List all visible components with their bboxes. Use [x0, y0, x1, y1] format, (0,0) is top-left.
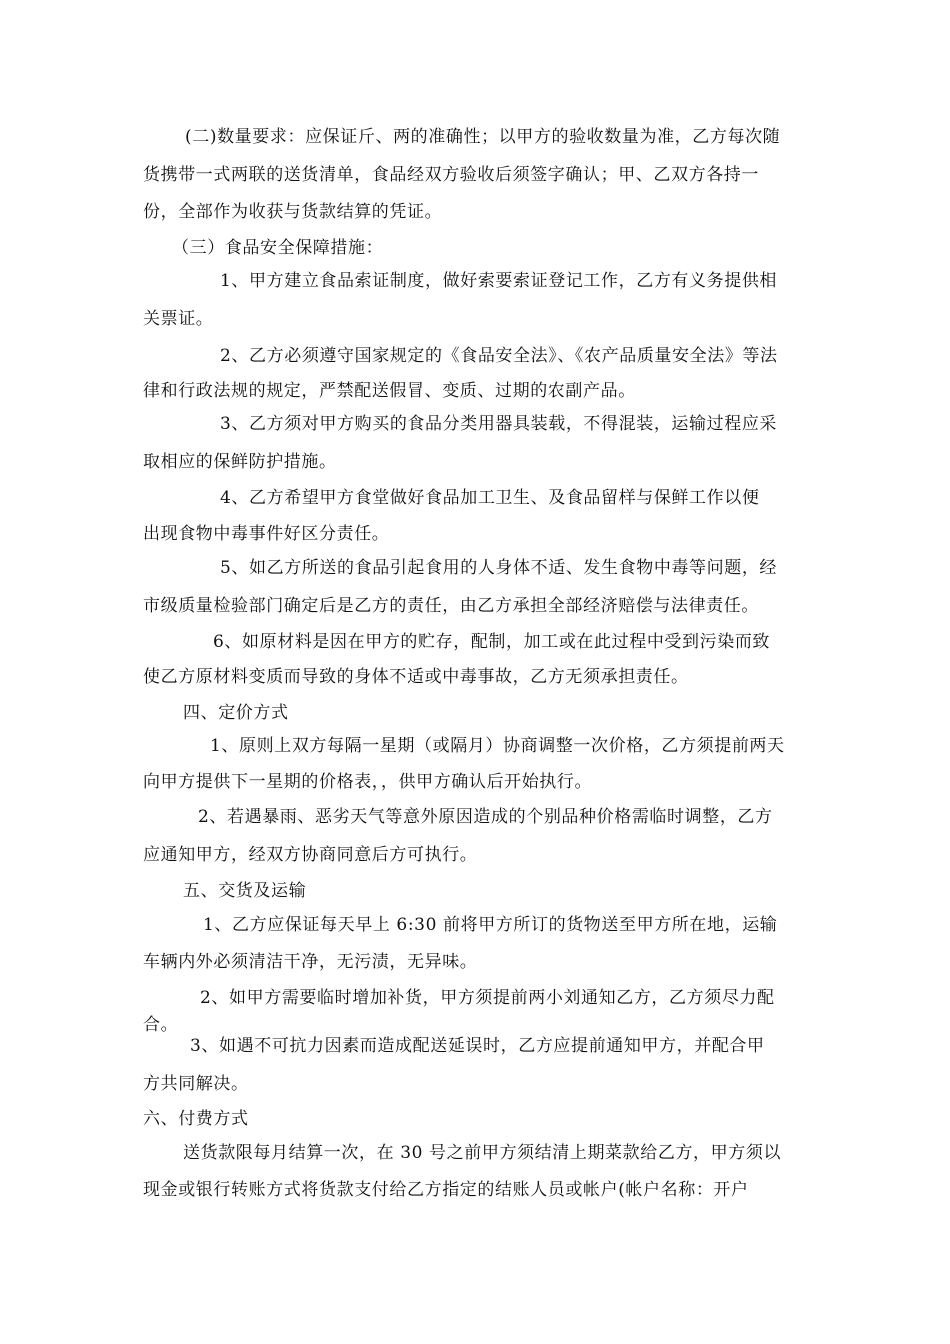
text-line: 取相应的保鲜防护措施。 [143, 452, 337, 472]
text-line: 方共同解决。 [143, 1074, 249, 1094]
text-line: 市级质量检验部门确定后是乙方的责任，由乙方承担全部经济赔偿与法律责任。 [143, 596, 759, 616]
text-line: 关票证。 [143, 309, 214, 329]
text-line: 2、若遇暴雨、恶劣天气等意外原因造成的个别品种价格需临时调整，乙方 [198, 807, 773, 827]
text-line: 3、乙方须对甲方购买的食品分类用器具装载，不得混装，运输过程应采 [220, 414, 778, 434]
text-line: 1、甲方建立食品索证制度，做好索要索证登记工作，乙方有义务提供相 [220, 271, 778, 291]
text-line: 应通知甲方，经双方协商同意后方可执行。 [143, 845, 478, 865]
text-line: 1、原则上双方每隔一星期（或隔月）协商调整一次价格，乙方须提前两天 [210, 736, 785, 756]
text-line: 出现食物中毒事件好区分责任。 [143, 524, 390, 544]
text-line: 货携带一式两联的送货清单，食品经双方验收后须签字确认；甲、乙双方各持一 [143, 165, 759, 185]
text-line: 5、如乙方所送的食品引起食用的人身体不适、发生食物中毒等问题，经 [220, 558, 778, 578]
section-heading: 四、定价方式 [183, 703, 289, 723]
text-line: 1、乙方应保证每天早上 6:30 前将甲方所订的货物送至甲方所在地，运输 [203, 915, 778, 935]
text-line: 6、如原材料是因在甲方的贮存，配制，加工或在此过程中受到污染而致 [213, 632, 771, 652]
text-line: 使乙方原材料变质而导致的身体不适或中毒事故，乙方无须承担责任。 [143, 667, 689, 687]
section-heading: 五、交货及运输 [183, 881, 307, 901]
section-heading: 六、付费方式 [143, 1109, 249, 1129]
text-line: 车辆内外必须清洁干净，无污渍，无异味。 [143, 952, 478, 972]
text-line: 向甲方提供下一星期的价格表，，供甲方确认后开始执行。 [143, 772, 593, 792]
text-line: 送货款限每月结算一次，在 30 号之前甲方须结清上期菜款给乙方，甲方须以 [183, 1143, 782, 1163]
text-line: 现金或银行转账方式将货款支付给乙方指定的结账人员或帐户(帐户名称：开户 [143, 1180, 749, 1200]
text-line: 2、如甲方需要临时增加补货，甲方须提前两小刘通知乙方，乙方须尽力配 [200, 988, 775, 1008]
text-line: 律和行政法规的规定，严禁配送假冒、变质、过期的农副产品。 [143, 381, 636, 401]
text-line: 3、如遇不可抗力因素而造成配送延误时，乙方应提前通知甲方，并配合甲 [190, 1036, 765, 1056]
text-line: 合。 [143, 1015, 179, 1035]
text-line: 2、乙方必须遵守国家规定的《食品安全法》、《农产品质量安全法》等法 [220, 346, 778, 366]
section-heading: （三）食品安全保障措施： [172, 238, 384, 258]
text-line: 4、乙方希望甲方食堂做好食品加工卫生、及食品留样与保鲜工作以便 [220, 488, 760, 508]
text-line: (二)数量要求：应保证斤、两的准确性；以甲方的验收数量为准，乙方每次随 [185, 127, 781, 147]
text-line: 份，全部作为收获与货款结算的凭证。 [143, 202, 443, 222]
